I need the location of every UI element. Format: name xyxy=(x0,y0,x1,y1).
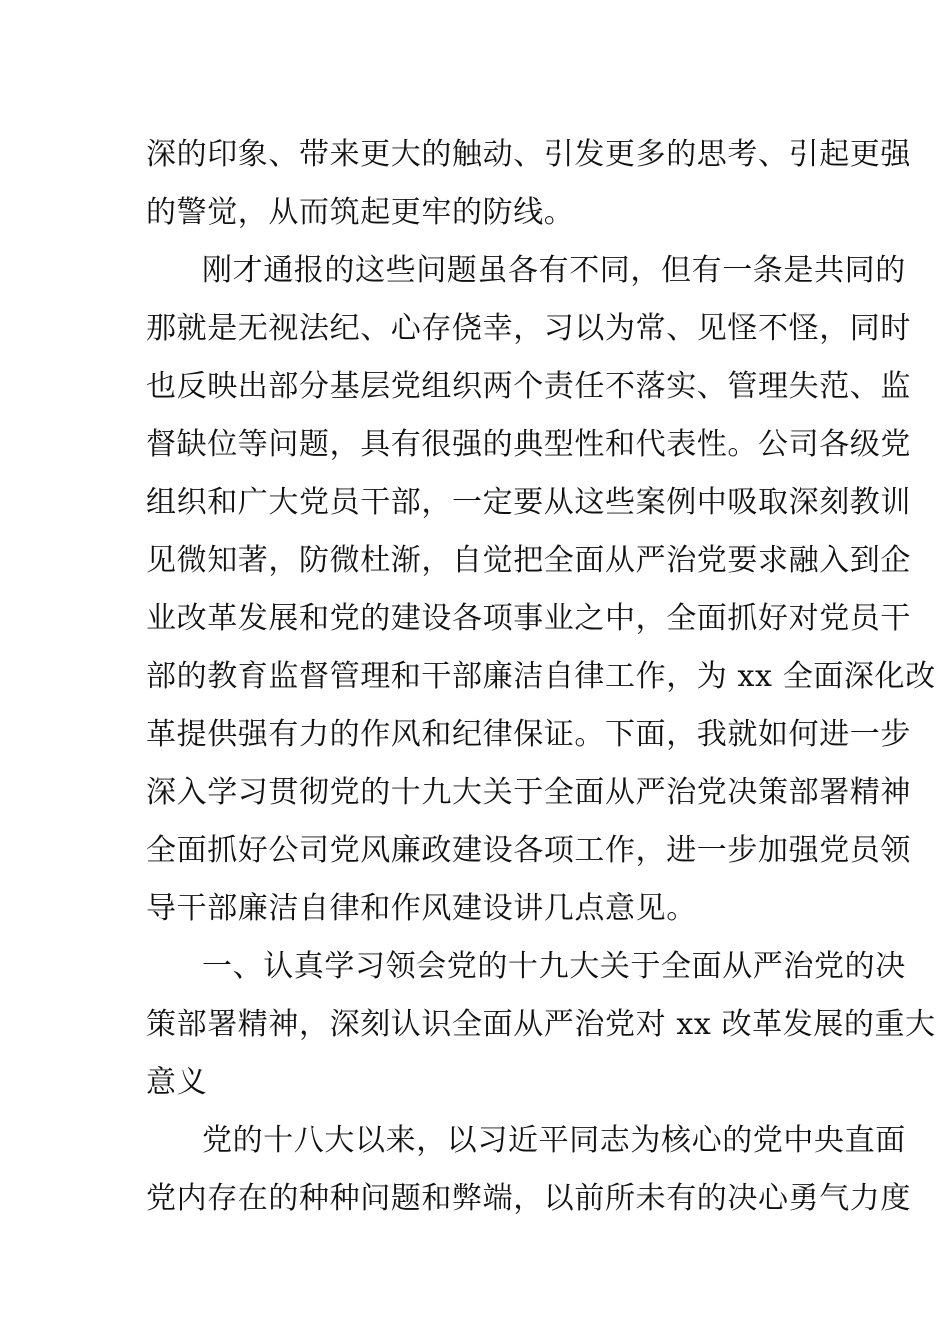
text-line: 部的教育监督管理和干部廉洁自律工作，为 xx 全面深化改 xyxy=(146,659,936,694)
text-line: 党内存在的种种问题和弊端，以前所未有的决心勇气力度 xyxy=(146,1181,911,1216)
text-line: 革提供强有力的作风和纪律保证。下面，我就如何进一步 xyxy=(146,717,911,752)
text-line: 那就是无视法纪、心存侥幸，习以为常、见怪不怪，同时 xyxy=(146,311,911,346)
text-line: 全面抓好公司党风廉政建设各项工作，进一步加强党员领 xyxy=(146,833,911,868)
text-line: 督缺位等问题，具有很强的典型性和代表性。公司各级党 xyxy=(146,427,911,462)
text-line: 组织和广大党员干部，一定要从这些案例中吸取深刻教训 xyxy=(146,485,911,520)
text-line: 深的印象、带来更大的触动、引发更多的思考、引起更强 xyxy=(146,137,911,172)
section-heading-line: 一、认真学习领会党的十九大关于全面从严治党的决 xyxy=(202,949,906,984)
text-line: 也反映出部分基层党组织两个责任不落实、管理失范、监 xyxy=(146,369,911,404)
text-line: 见微知著，防微杜渐，自觉把全面从严治党要求融入到企 xyxy=(146,543,911,578)
section-heading-line: 意义 xyxy=(146,1065,208,1100)
text-line: 深入学习贯彻党的十九大关于全面从严治党决策部署精神 xyxy=(146,775,911,810)
text-line: 导干部廉洁自律和作风建设讲几点意见。 xyxy=(146,891,697,926)
text-line: 刚才通报的这些问题虽各有不同，但有一条是共同的 xyxy=(202,253,906,288)
text-line: 业改革发展和党的建设各项事业之中，全面抓好对党员干 xyxy=(146,601,911,636)
text-line: 的警觉，从而筑起更牢的防线。 xyxy=(146,195,575,230)
body-text xyxy=(146,126,936,1228)
section-heading-line: 策部署精神，深刻认识全面从严治党对 xx 改革发展的重大 xyxy=(146,1007,936,1042)
text-line: 党的十八大以来，以习近平同志为核心的党中央直面 xyxy=(202,1123,906,1158)
